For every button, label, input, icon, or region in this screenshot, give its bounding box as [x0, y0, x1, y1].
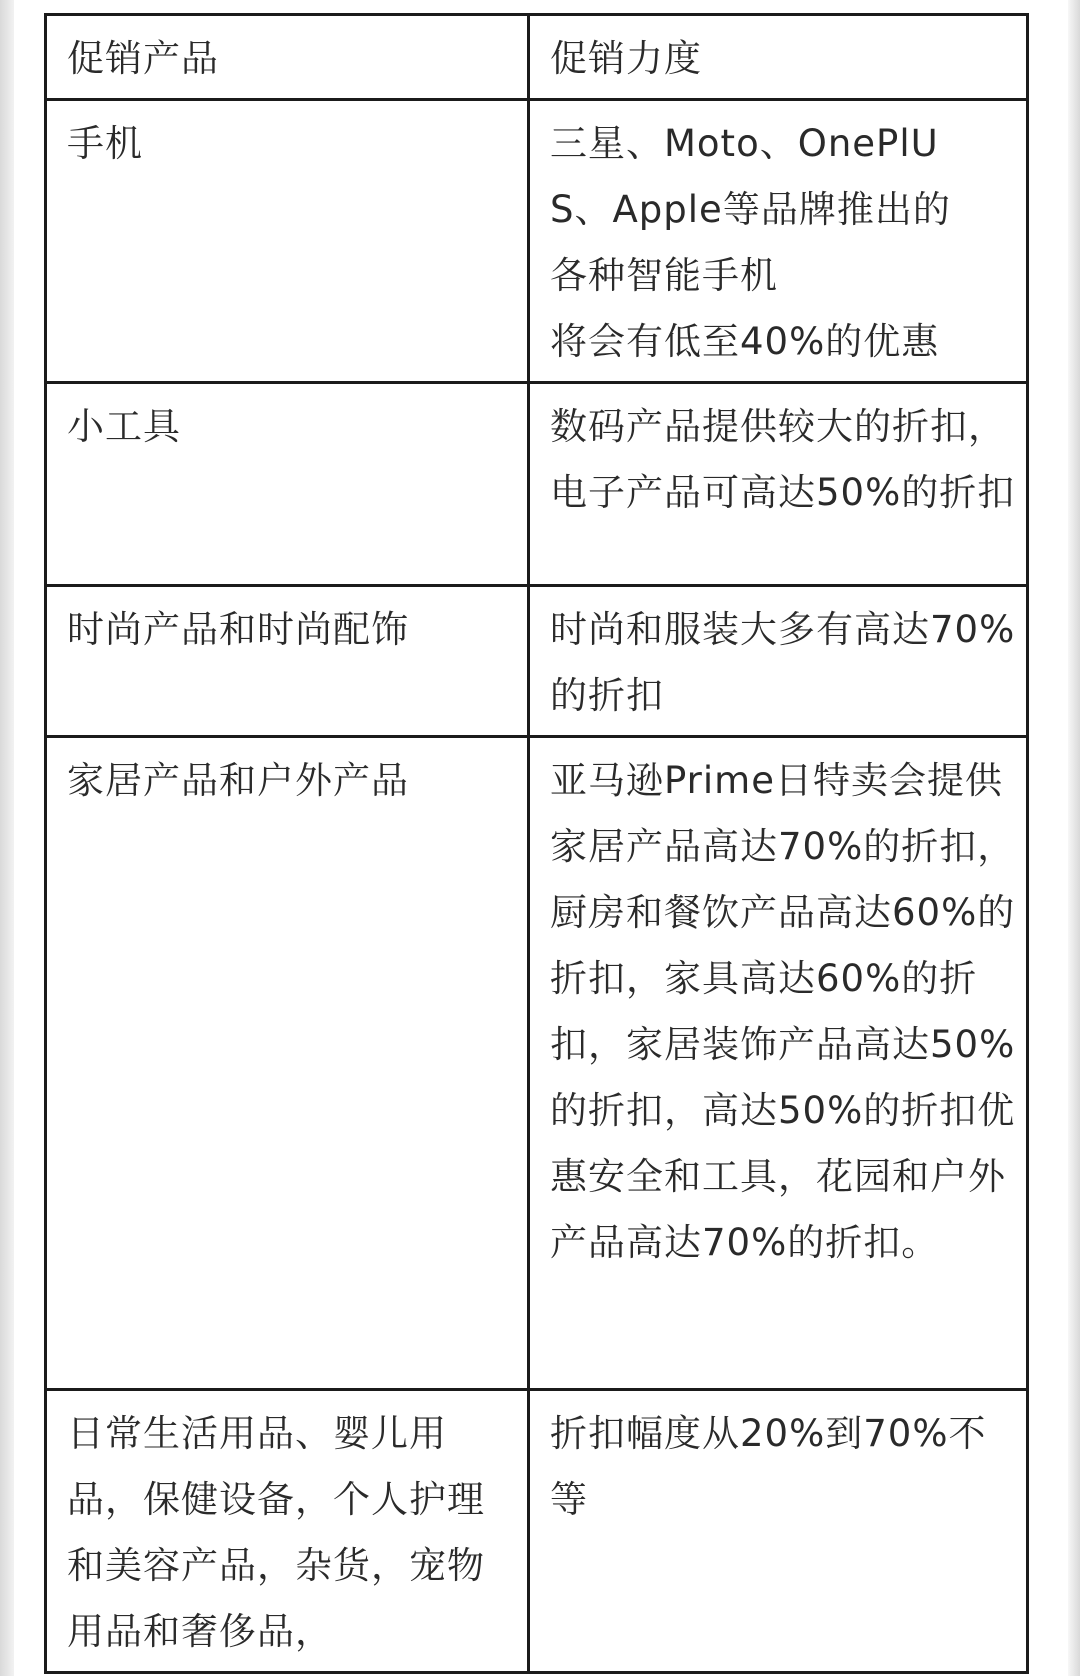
product-cell: 时尚产品和时尚配饰 [46, 586, 529, 737]
header-discount: 促销力度 [529, 15, 1028, 100]
table-row [46, 1390, 1028, 1673]
table-row [46, 586, 1028, 737]
discount-cell: 亚马逊Prime日特卖会提供家居产品高达70%的折扣，厨房和餐饮产品高达60%的折扣，家具高达60%的折扣，家居装饰产品高达50%的折扣，高达50%的折扣优惠安全和工具，花园和户外产品高达70%的折扣。 [529, 737, 1028, 1390]
product-cell: 小工具 [46, 383, 529, 586]
promotion-table [44, 13, 1029, 1674]
discount-cell: 时尚和服装大多有高达70%的折扣 [529, 586, 1028, 737]
discount-cell: 三星、Moto、OnePlU S、Apple等品牌推出的 各种智能手机 将会有低至40%的优惠 [529, 100, 1028, 383]
product-cell: 日常生活用品、婴儿用品，保健设备，个人护理和美容产品，杂货，宠物用品和奢侈品， [46, 1390, 529, 1673]
table-header-row [46, 15, 1028, 100]
discount-cell: 折扣幅度从20%到70%不等 [529, 1390, 1028, 1673]
table-row [46, 383, 1028, 586]
right-page-edge [1068, 0, 1080, 1676]
left-page-edge [0, 0, 14, 1676]
product-cell: 手机 [46, 100, 529, 383]
table-row [46, 100, 1028, 383]
header-product: 促销产品 [46, 15, 529, 100]
table-row [46, 737, 1028, 1390]
product-cell: 家居产品和户外产品 [46, 737, 529, 1390]
discount-cell: 数码产品提供较大的折扣，电子产品可高达50%的折扣 [529, 383, 1028, 586]
